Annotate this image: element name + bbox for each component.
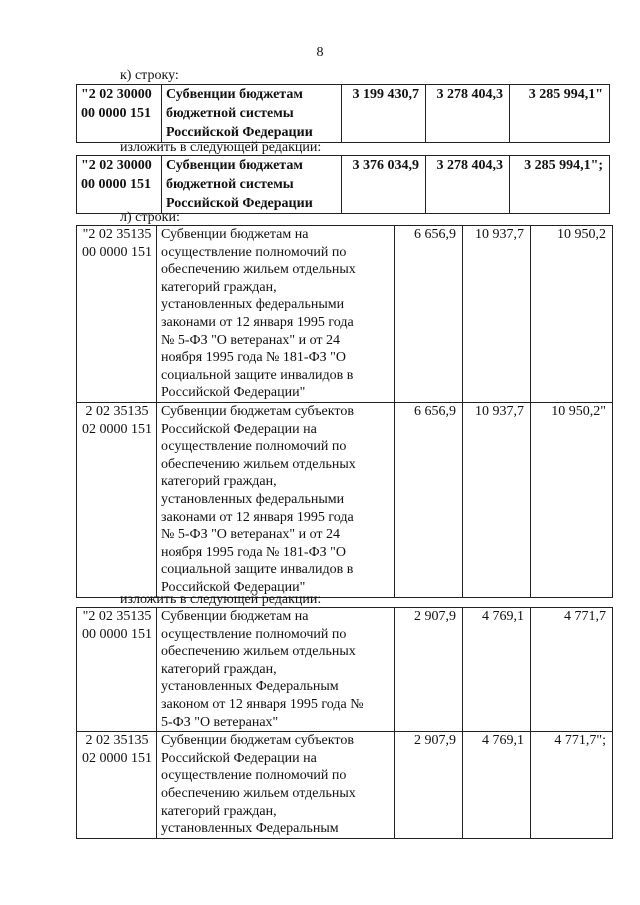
value-year-3: 10 950,2" <box>531 403 613 598</box>
budget-item-name: Субвенции бюджетам на осуществление полномочий по обеспечению жильем отдельных категорий граждан, установленных Федеральным законом от 12 января 1995 года № 5-ФЗ "О ветеранах" <box>157 608 395 732</box>
section-k-table <box>76 84 610 143</box>
section-l-caption: л) строки: <box>120 210 180 225</box>
value-year-1: 6 656,9 <box>395 226 463 403</box>
value-year-3: 3 285 994,1" <box>510 85 610 143</box>
value-year-2: 10 937,7 <box>463 403 531 598</box>
budget-code: "2 02 30000 00 0000 151 <box>77 85 162 143</box>
value-year-2: 4 769,1 <box>463 608 531 732</box>
section-k-new-caption: изложить в следующей редакции: <box>120 140 322 155</box>
table-row <box>77 403 613 598</box>
budget-code: "2 02 35135 00 0000 151 <box>77 226 157 403</box>
value-year-2: 4 769,1 <box>463 732 531 839</box>
budget-code: 2 02 35135 02 0000 151 <box>77 403 157 598</box>
value-year-3: 3 285 994,1"; <box>510 156 610 214</box>
budget-item-name: Субвенции бюджетам бюджетной системы Российской Федерации <box>162 156 342 214</box>
budget-code: "2 02 30000 00 0000 151 <box>77 156 162 214</box>
value-year-1: 2 907,9 <box>395 732 463 839</box>
value-year-1: 3 376 034,9 <box>342 156 426 214</box>
section-l-new-caption: изложить в следующей редакции: <box>120 592 322 607</box>
value-year-1: 3 199 430,7 <box>342 85 426 143</box>
value-year-2: 3 278 404,3 <box>426 85 510 143</box>
value-year-1: 2 907,9 <box>395 608 463 732</box>
budget-code: 2 02 35135 02 0000 151 <box>77 732 157 839</box>
page-number: 8 <box>316 45 324 60</box>
budget-item-name: Субвенции бюджетам субъектов Российской Федерации на осуществление полномочий по обеспечению жильем отдельных категорий граждан, установленных Федеральным <box>157 732 395 839</box>
table-row <box>77 156 610 214</box>
value-year-3: 4 771,7 <box>531 608 613 732</box>
value-year-1: 6 656,9 <box>395 403 463 598</box>
table-row <box>77 608 613 732</box>
budget-item-name: Субвенции бюджетам субъектов Российской Федерации на осуществление полномочий по обеспечению жильем отдельных категорий граждан, установленных федеральными законами от 12 января 1995 года № 5-ФЗ "О ветеранах" и от 24 ноября 1995 года № 181-ФЗ "О социальной защите инвалидов в Российской Федерации" <box>157 403 395 598</box>
section-l-table <box>76 225 613 598</box>
budget-code: "2 02 35135 00 0000 151 <box>77 608 157 732</box>
value-year-3: 4 771,7"; <box>531 732 613 839</box>
table-row <box>77 732 613 839</box>
value-year-2: 3 278 404,3 <box>426 156 510 214</box>
budget-item-name: Субвенции бюджетам бюджетной системы Российской Федерации <box>162 85 342 143</box>
section-k-caption: к) строку: <box>120 68 179 83</box>
table-row <box>77 85 610 143</box>
budget-item-name: Субвенции бюджетам на осуществление полномочий по обеспечению жильем отдельных категорий граждан, установленных федеральными законами от 12 января 1995 года № 5-ФЗ "О ветеранах" и от 24 ноября 1995 года № 181-ФЗ "О социальной защите инвалидов в Российской Федерации" <box>157 226 395 403</box>
section-k-new-table <box>76 155 610 214</box>
value-year-3: 10 950,2 <box>531 226 613 403</box>
value-year-2: 10 937,7 <box>463 226 531 403</box>
table-row <box>77 226 613 403</box>
section-l-new-table <box>76 607 613 839</box>
